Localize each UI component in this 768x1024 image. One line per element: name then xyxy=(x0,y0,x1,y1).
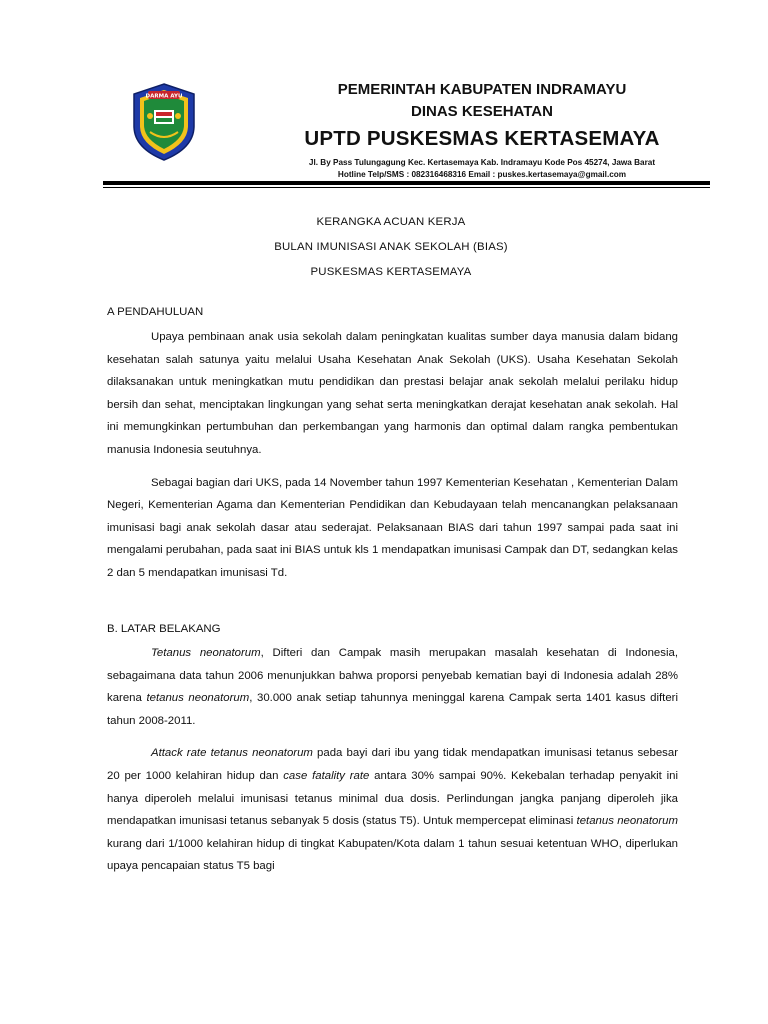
title-line-1: KERANGKA ACUAN KERJA xyxy=(316,216,466,228)
letterhead-divider-thin xyxy=(103,187,710,188)
logo-ribbon-text: DARMA AYU xyxy=(145,93,183,100)
section-b-heading: B. LATAR BELAKANG xyxy=(107,623,221,635)
header-institution: UPTD PUSKESMAS KERTASEMAYA xyxy=(304,127,660,150)
term-tetanus-neonatorum: Tetanus neonatorum xyxy=(151,647,261,659)
section-b-p1-text-a: , Difteri dan Campak masih merupakan masalah kesehatan di Indonesia, sebagaimana data tahun 2006 menunjukkan bahwa proporsi penyebab kematian bayi di Indonesia adalah 28% karena xyxy=(107,647,678,705)
letterhead-divider-thick xyxy=(103,181,710,185)
section-b-paragraph-2 xyxy=(107,742,678,878)
term-case-fatality-rate: case fatality rate xyxy=(283,769,370,782)
section-b-p2-text-a: pada bayi dari ibu yang tidak mendapatkan imunisasi tetanus sebesar 20 per 1000 kelahiran hidup dan xyxy=(107,747,678,782)
section-a-body xyxy=(107,326,678,585)
section-b-p1-text-b: , 30.000 anak setiap tahunnya meninggal karena Campak serta 1401 kasus difteri tahun 2008-2011. xyxy=(107,692,679,727)
indramayu-regency-emblem-icon xyxy=(130,82,198,162)
section-a-paragraph-2: Sebagai bagian dari UKS, pada 14 November tahun 1997 Kementerian Kesehatan , Kementerian Dalam Negeri, Kementerian Agama dan Kementerian Pendidikan dan Kebudayaan telah mencanangkan pelaksanaan imunisasi bagi anak sekolah dasar atau sederajat. Pelaksanaan BIAS dari tahun 1997 sampai pada saat ini mengalami perubahan, pada saat ini BIAS untuk kls 1 mendapatkan imunisasi Campak dan DT, sedangkan kelas 2 dan 5 mendapatkan imunisasi Td. xyxy=(107,476,678,579)
section-b-p2-text-b: antara 30% sampai 90%. Kekebalan terhadap penyakit ini hanya diperoleh melalui imunisasi tetanus minimal dua dosis. Perlindungan jangka panjang diperoleh jika mendapatkan imunisasi tetanus sebanyak 5 dosis (status T5). Untuk mempercepat eliminasi xyxy=(107,769,679,828)
header-hotline: Hotline Telp/SMS : 082316468316 Email : puskes.kertasemaya@gmail.com xyxy=(337,170,627,179)
header-government: PEMERINTAH KABUPATEN INDRAMAYU xyxy=(337,81,627,98)
header-address: Jl. By Pass Tulungagung Kec. Kertasemaya Kab. Indramayu Kode Pos 45274, Jawa Barat xyxy=(308,158,656,167)
section-b-body xyxy=(107,642,678,878)
title-line-3: PUSKESMAS KERTASEMAYA xyxy=(310,266,472,278)
document-title xyxy=(103,210,679,285)
section-b-paragraph-1 xyxy=(107,642,678,732)
section-b-p2-text-c: kurang dari 1/1000 kelahiran hidup di tingkat Kabupaten/Kota dalam 1 tahun sesuai ketentuan WHO, diperlukan upaya pencapaian status T5 bagi xyxy=(107,837,678,873)
letterhead-text xyxy=(222,80,742,181)
header-department: DINAS KESEHATAN xyxy=(411,103,553,120)
term-tetanus-neonatorum-3: tetanus neonatorum xyxy=(576,815,678,828)
term-attack-rate: Attack rate tetanus neonatorum xyxy=(151,747,313,760)
section-a-paragraph-1: Upaya pembinaan anak usia sekolah dalam peningkatan kualitas sumber daya manusia dalam bidang kesehatan salah satunya yaitu melalui Usaha Kesehatan Anak Sekolah (UKS). Usaha Kesehatan Sekolah dilaksanakan untuk meningkatkan mutu pendidikan dan prestasi belajar anak sekolah melalui perilaku hidup bersih dan sehat, menciptakan lingkungan yang sehat serta meningkatkan derajat kesehatan anak sekolah. Hal ini memungkinkan pertumbuhan dan perkembangan yang harmonis dan optimal dalam rangka pembentukan manusia Indonesia seutuhnya. xyxy=(107,331,678,456)
title-line-2: BULAN IMUNISASI ANAK SEKOLAH (BIAS) xyxy=(274,241,508,253)
section-a-heading: A PENDAHULUAN xyxy=(107,306,204,318)
term-tetanus-neonatorum-2: tetanus neonatorum xyxy=(146,692,250,705)
letterhead xyxy=(0,0,768,200)
